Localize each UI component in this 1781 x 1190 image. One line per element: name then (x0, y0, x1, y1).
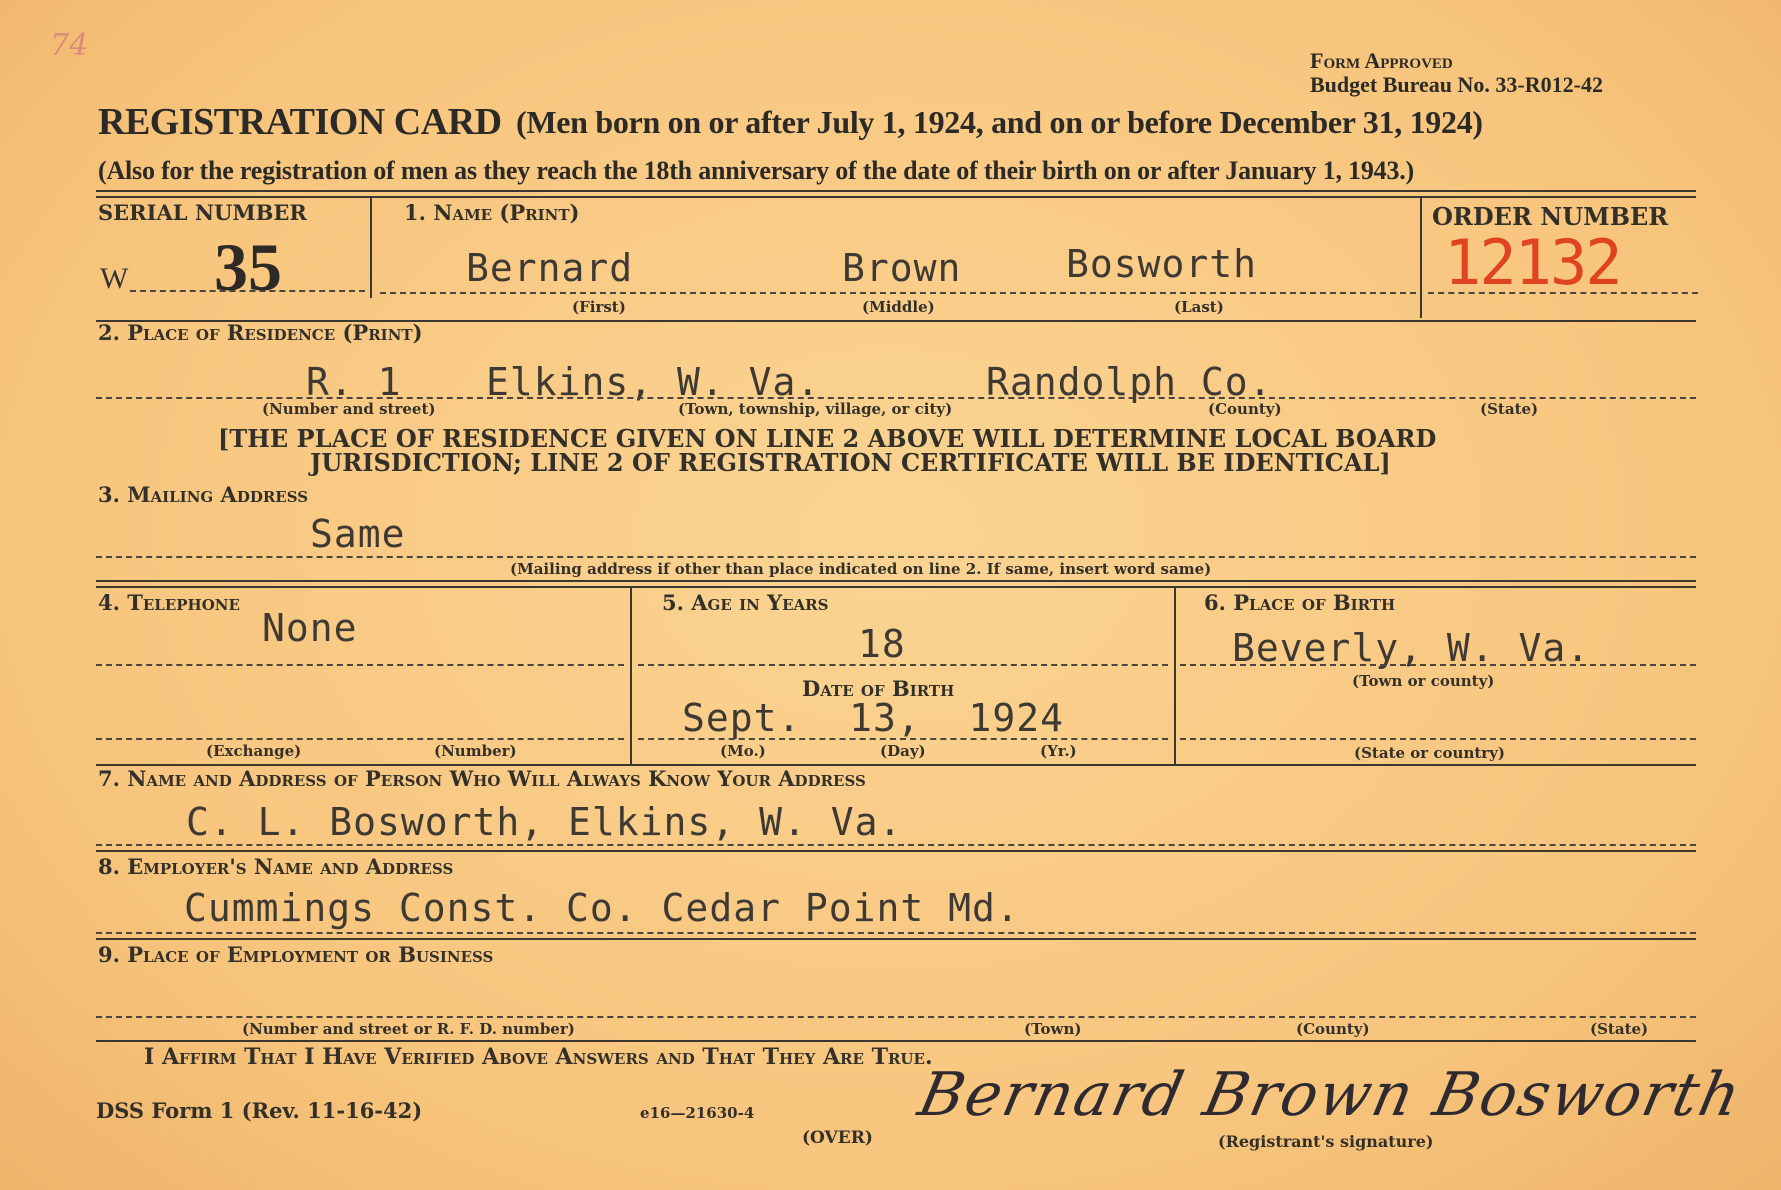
dob-day-caption: (Day) (880, 742, 926, 760)
residence-town: Elkins, W. Va. (486, 360, 821, 404)
age-value: 18 (858, 622, 906, 666)
birthplace-state-caption: (State or country) (1354, 744, 1505, 762)
employer-value: Cummings Const. Co. Cedar Point Md. (184, 886, 1020, 930)
dob-year-caption: (Yr.) (1040, 742, 1077, 760)
form-id: DSS Form 1 (Rev. 11-16-42) (96, 1098, 423, 1123)
residence-county-caption: (County) (1208, 400, 1282, 418)
print-code: e16—21630-4 (640, 1104, 755, 1122)
name-middle: Brown (842, 246, 962, 290)
order-number-value: 12132 (1444, 226, 1621, 299)
residence-street: R. 1 (306, 360, 402, 404)
card-note: (Also for the registration of men as they reach the 18th anniversary of the date of their birth on or after January 1, 1943.) (98, 156, 1415, 185)
budget-bureau-number: Budget Bureau No. 33-R012-42 (1310, 72, 1603, 97)
over-label: (OVER) (802, 1128, 873, 1148)
age-label: 5. Age in Years (662, 590, 829, 615)
employment-town-caption: (Town) (1024, 1020, 1082, 1038)
mailing-address-value: Same (310, 512, 406, 556)
employer-label: 8. Employer's Name and Address (98, 854, 454, 879)
telephone-label: 4. Telephone (98, 590, 240, 615)
name-first-caption: (First) (572, 298, 626, 316)
telephone-value: None (262, 606, 358, 650)
affirmation-text: I Affirm That I Have Verified Above Answers and That They Are True. (144, 1044, 933, 1070)
residence-state-caption: (State) (1480, 400, 1539, 418)
signature-caption: (Registrant's signature) (1218, 1132, 1434, 1151)
name-first: Bernard (466, 246, 634, 290)
serial-prefix: W (100, 262, 129, 295)
card-subtitle: (Men born on or after July 1, 1924, and on or before December 31, 1924) (516, 104, 1483, 140)
birthplace-value: Beverly, W. Va. (1232, 626, 1591, 670)
serial-number-value: 35 (214, 229, 282, 305)
employment-state-caption: (State) (1590, 1020, 1649, 1038)
residence-town-caption: (Town, township, village, or city) (678, 400, 953, 418)
name-last: Bosworth (1066, 242, 1258, 286)
name-middle-caption: (Middle) (862, 298, 935, 316)
dob-month-caption: (Mo.) (720, 742, 766, 760)
residence-county: Randolph Co. (986, 360, 1273, 404)
corner-pencil-mark: 74 (50, 28, 89, 63)
registrant-signature: Bernard Brown Bosworth (912, 1060, 1749, 1130)
date-of-birth-value: Sept. 13, 1924 (682, 696, 1065, 740)
residence-notice-line1: [THE PLACE OF RESIDENCE GIVEN ON LINE 2 ABOVE WILL DETERMINE LOCAL BOARD (218, 424, 1437, 453)
telephone-exchange-caption: (Exchange) (206, 742, 302, 760)
residence-notice-line2: JURISDICTION; LINE 2 OF REGISTRATION CERTIFICATE WILL BE IDENTICAL] (310, 448, 1391, 477)
residence-street-caption: (Number and street) (262, 400, 436, 418)
date-of-birth-label: Date of Birth (802, 676, 955, 701)
birthplace-town-caption: (Town or county) (1352, 672, 1495, 690)
mailing-address-caption: (Mailing address if other than place indicated on line 2. If same, insert word same) (510, 560, 1212, 578)
residence-label: 2. Place of Residence (Print) (98, 320, 423, 345)
name-last-caption: (Last) (1174, 298, 1224, 316)
birthplace-label: 6. Place of Birth (1204, 590, 1396, 615)
employment-street-caption: (Number and street or R. F. D. number) (242, 1020, 575, 1038)
telephone-number-caption: (Number) (434, 742, 517, 760)
serial-number-label: SERIAL NUMBER (98, 200, 307, 225)
name-label: 1. Name (Print) (404, 200, 580, 225)
contact-person-value: C. L. Bosworth, Elkins, W. Va. (186, 800, 903, 844)
employment-county-caption: (County) (1296, 1020, 1370, 1038)
order-number-label: ORDER NUMBER (1432, 202, 1669, 231)
contact-person-label: 7. Name and Address of Person Who Will Always Know Your Address (98, 766, 866, 791)
place-of-employment-label: 9. Place of Employment or Business (98, 942, 494, 967)
card-title: REGISTRATION CARD (98, 101, 502, 143)
form-approved-label: Form Approved (1310, 48, 1453, 73)
mailing-address-label: 3. Mailing Address (98, 482, 309, 507)
